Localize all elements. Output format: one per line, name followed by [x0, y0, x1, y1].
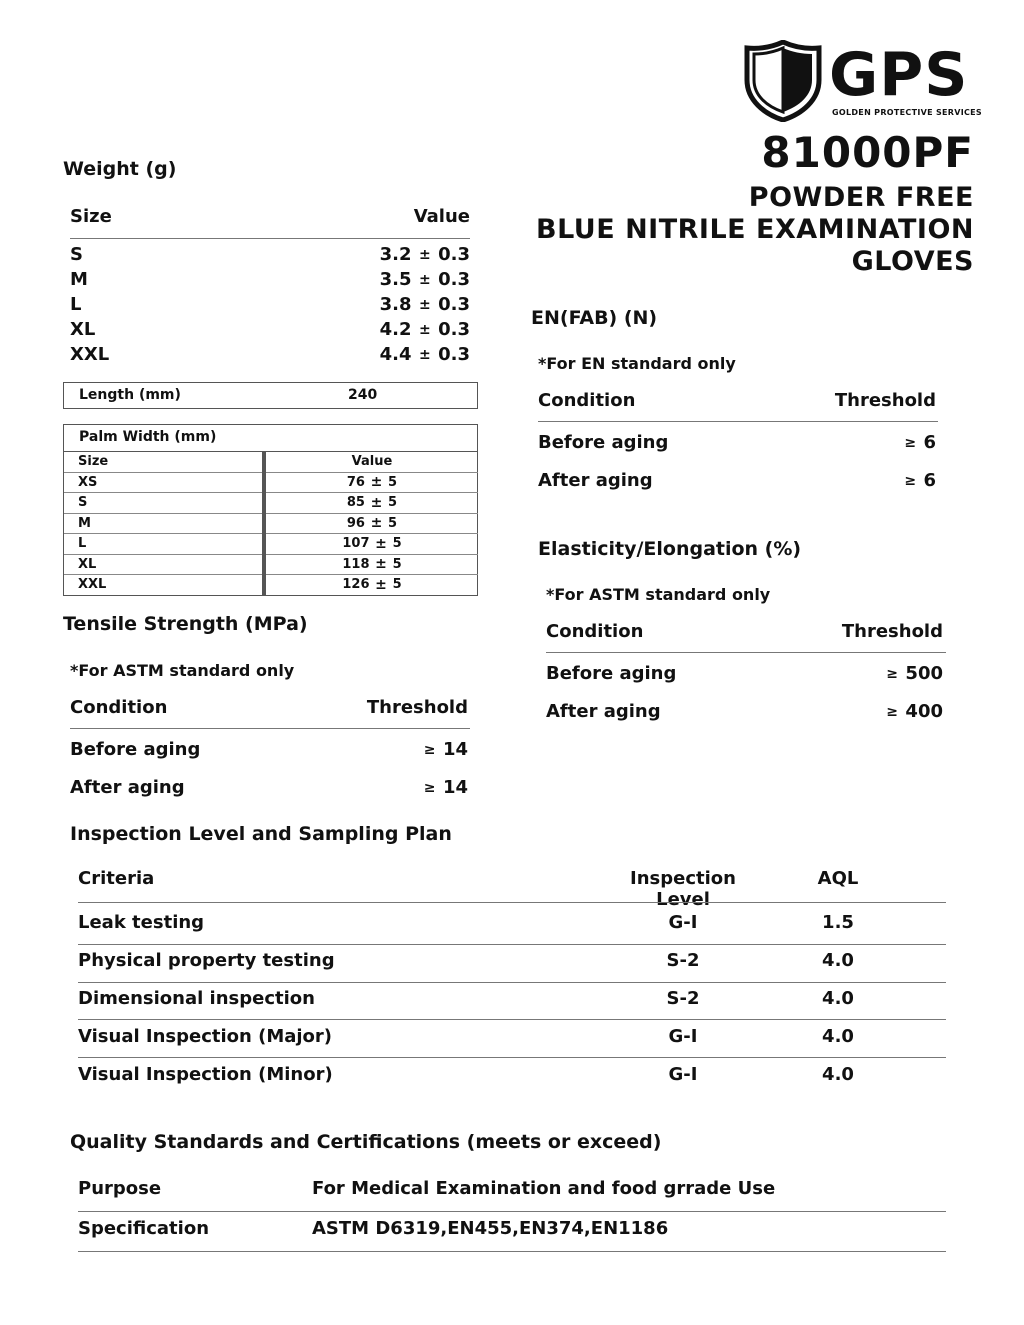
quality-heading: Quality Standards and Certifications (meets or exceed) — [70, 1131, 662, 1153]
greater-equal-icon: ≥ — [423, 779, 436, 796]
weight-col-value: Value — [413, 205, 470, 227]
length-value: 240 — [348, 387, 378, 403]
inspection-heading: Inspection Level and Sampling Plan — [70, 823, 452, 845]
weight-row — [70, 292, 470, 316]
gps-logo — [744, 40, 982, 122]
weight-size: XXL — [70, 343, 110, 365]
plus-minus-icon: ± — [370, 494, 383, 511]
product-code: 81000PF — [761, 128, 974, 177]
logo-subtitle: GOLDEN PROTECTIVE SERVICES — [832, 108, 982, 117]
table-row: Before aging ≥ 14 — [70, 738, 468, 760]
weight-value: 3.5 ± 0.3 — [379, 268, 470, 290]
table-row: L 107 ± 5 — [64, 534, 478, 555]
tensile-divider — [70, 728, 470, 729]
plus-minus-icon: ± — [375, 556, 387, 573]
elasticity-heading: Elasticity/Elongation (%) — [538, 538, 802, 560]
tensile-heading: Tensile Strength (MPa) — [63, 613, 308, 635]
table-row: Leak testing G-I 1.5 — [78, 912, 854, 933]
table-row: XS 76 ± 5 — [64, 472, 478, 493]
plus-minus-icon: ± — [375, 535, 387, 552]
greater-equal-icon: ≥ — [904, 434, 917, 451]
table-row: Purpose For Medical Examination and food grrade Use — [78, 1178, 776, 1199]
greater-equal-icon: ≥ — [886, 665, 898, 682]
tensile-header-row: Condition Threshold — [70, 696, 468, 718]
length-box — [63, 382, 478, 409]
en-fab-note: *For EN standard only — [538, 354, 736, 373]
table-row: Physical property testing S-2 4.0 — [78, 950, 854, 971]
table-row: After aging ≥ 400 — [546, 700, 943, 722]
table-row: S 85 ± 5 — [64, 493, 478, 514]
weight-row — [70, 242, 470, 266]
weight-size: L — [70, 293, 82, 315]
weight-heading: Weight (g) — [63, 158, 177, 180]
inspection-header-row: Criteria Inspection Level AQL — [78, 868, 859, 910]
plus-minus-icon: ± — [370, 474, 383, 491]
greater-equal-icon: ≥ — [886, 703, 898, 720]
palm-col-size: Size — [64, 452, 264, 472]
en-fab-header-row: Condition Threshold — [538, 389, 936, 411]
table-row: Specification ASTM D6319,EN455,EN374,EN1186 — [78, 1218, 669, 1239]
table-row: XXL 126 ± 5 — [64, 575, 478, 595]
tensile-note: *For ASTM standard only — [70, 661, 295, 680]
table-row: Visual Inspection (Minor) G-I 4.0 — [78, 1064, 854, 1085]
weight-value: 3.8 ± 0.3 — [379, 293, 470, 315]
weight-row — [70, 267, 470, 291]
plus-minus-icon: ± — [418, 346, 431, 363]
weight-value: 3.2 ± 0.3 — [379, 243, 470, 265]
en-fab-divider — [538, 421, 938, 422]
elasticity-header-row: Condition Threshold — [546, 620, 943, 642]
palm-col-value: Value — [264, 452, 478, 472]
greater-equal-icon: ≥ — [423, 741, 436, 758]
weight-value: 4.2 ± 0.3 — [379, 318, 470, 340]
length-label: Length (mm) — [79, 387, 181, 403]
table-row: M 96 ± 5 — [64, 513, 478, 534]
table-row: Before aging ≥ 500 — [546, 662, 943, 684]
table-row: Before aging ≥ 6 — [538, 431, 936, 453]
weight-size: XL — [70, 318, 96, 340]
weight-col-size: Size — [70, 205, 112, 227]
product-title-line-2: BLUE NITRILE EXAMINATION — [535, 214, 974, 245]
table-row: XL 118 ± 5 — [64, 554, 478, 575]
table-row: Dimensional inspection S-2 4.0 — [78, 988, 854, 1009]
palm-heading: Palm Width (mm) — [79, 429, 217, 445]
weight-size: M — [70, 268, 88, 290]
weight-value: 4.4 ± 0.3 — [379, 343, 470, 365]
palm-header-row — [64, 452, 478, 472]
plus-minus-icon: ± — [370, 515, 383, 532]
en-fab-heading: EN(FAB) (N) — [531, 307, 658, 329]
plus-minus-icon: ± — [418, 296, 431, 313]
logo-name: GPS — [829, 40, 969, 110]
weight-header-row — [70, 204, 470, 228]
table-row: Visual Inspection (Major) G-I 4.0 — [78, 1026, 854, 1047]
shield-icon — [744, 40, 822, 122]
palm-width-table — [64, 452, 478, 595]
weight-divider — [70, 238, 470, 239]
weight-row — [70, 317, 470, 341]
greater-equal-icon: ≥ — [904, 472, 917, 489]
plus-minus-icon: ± — [418, 246, 431, 263]
product-title-line-3: GLOVES — [851, 246, 974, 277]
plus-minus-icon: ± — [418, 271, 431, 288]
plus-minus-icon: ± — [418, 321, 431, 338]
table-row: After aging ≥ 6 — [538, 469, 936, 491]
table-row: After aging ≥ 14 — [70, 776, 468, 798]
weight-size: S — [70, 243, 83, 265]
weight-row — [70, 342, 470, 366]
plus-minus-icon: ± — [375, 576, 387, 593]
elasticity-note: *For ASTM standard only — [546, 585, 771, 604]
product-title-line-1: POWDER FREE — [748, 182, 974, 213]
elasticity-divider — [546, 652, 946, 653]
